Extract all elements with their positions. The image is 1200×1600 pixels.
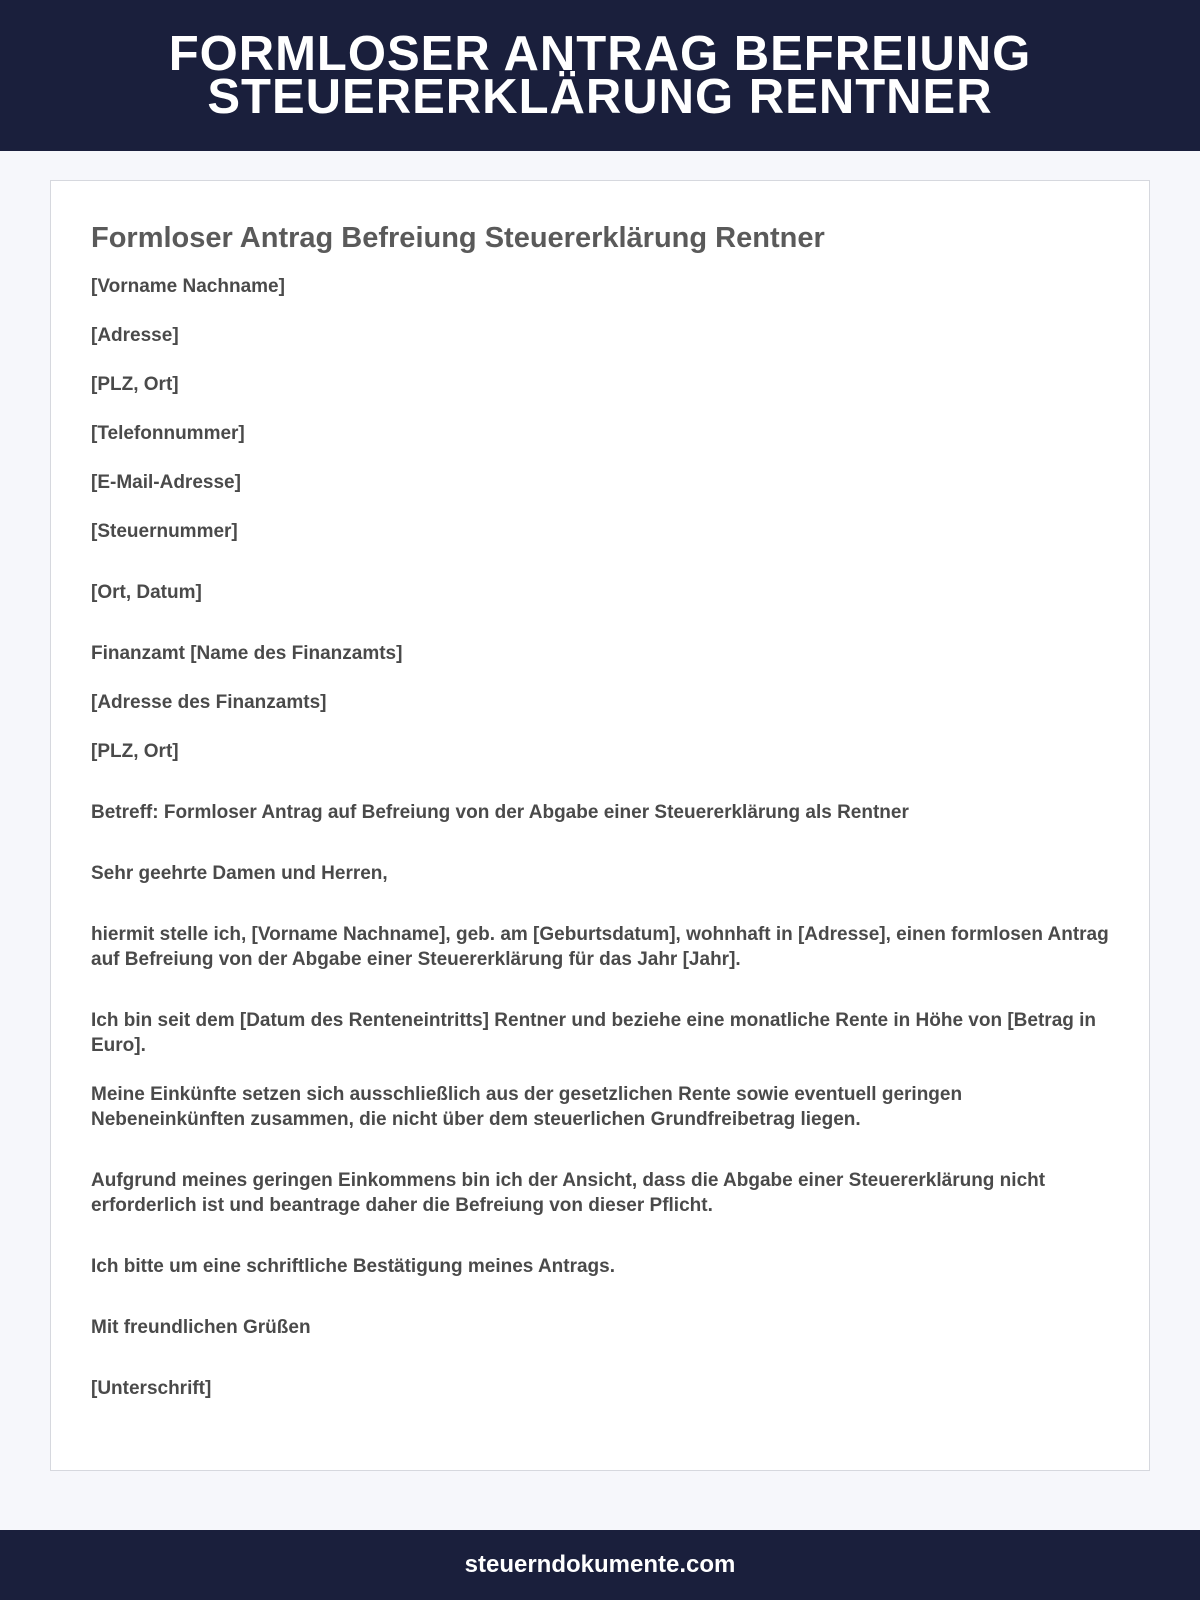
subject-line: Betreff: Formloser Antrag auf Befreiung von der Abgabe einer Steuererklärung als Rentner — [91, 802, 909, 823]
footer-site-link[interactable]: steuerndokumente.com — [464, 1551, 736, 1578]
salutation: Sehr geehrte Damen und Herren, — [91, 863, 388, 884]
sender-phone: [Telefonnummer] — [91, 423, 245, 444]
body-paragraph: Aufgrund meines geringen Einkommens bin ich der Ansicht, dass die Abgabe einer Steuererklärung nicht erforderlich ist und beantrage daher die Befreiung von dieser Pflicht. — [91, 1170, 1046, 1216]
document-card — [50, 180, 1150, 1471]
closing: Mit freundlichen Grüßen — [91, 1317, 311, 1338]
sender-address: [Adresse] — [91, 325, 179, 346]
body-paragraph: hiermit stelle ich, [Vorname Nachname], geb. am [Geburtsdatum], wohnhaft in [Adresse], einen formlosen Antrag auf Befreiung von der Abgabe einer Steuererklärung für das Jahr [Jahr]. — [91, 924, 1109, 970]
page-footer — [0, 1530, 1200, 1600]
recipient-address: [Adresse des Finanzamts] — [91, 692, 327, 713]
document-title: Formloser Antrag Befreiung Steuererklärung Rentner — [91, 222, 825, 254]
signature: [Unterschrift] — [91, 1378, 212, 1399]
page-header — [0, 0, 1200, 151]
header-title: FORMLOSER ANTRAG BEFREIUNG STEUERERKLÄRUNG RENTNER — [168, 26, 1032, 124]
sender-tax-number: [Steuernummer] — [91, 521, 238, 542]
body-paragraph: Ich bin seit dem [Datum des Renteneintritts] Rentner und beziehe eine monatliche Rente in Höhe von [Betrag in Euro]. — [91, 1010, 1097, 1056]
body-paragraph: Meine Einkünfte setzen sich ausschließlich aus der gesetzlichen Rente sowie eventuell geringen Nebeneinkünften zusammen, die nicht über dem steuerlichen Grundfreibetrag liegen. — [91, 1084, 963, 1130]
sender-name: [Vorname Nachname] — [91, 276, 285, 297]
body-paragraph: Ich bitte um eine schriftliche Bestätigung meines Antrags. — [91, 1256, 616, 1277]
place-date: [Ort, Datum] — [91, 582, 202, 603]
recipient-city: [PLZ, Ort] — [91, 741, 179, 762]
sender-city: [PLZ, Ort] — [91, 374, 179, 395]
recipient-office: Finanzamt [Name des Finanzamts] — [91, 643, 403, 664]
sender-email: [E-Mail-Adresse] — [91, 472, 241, 493]
